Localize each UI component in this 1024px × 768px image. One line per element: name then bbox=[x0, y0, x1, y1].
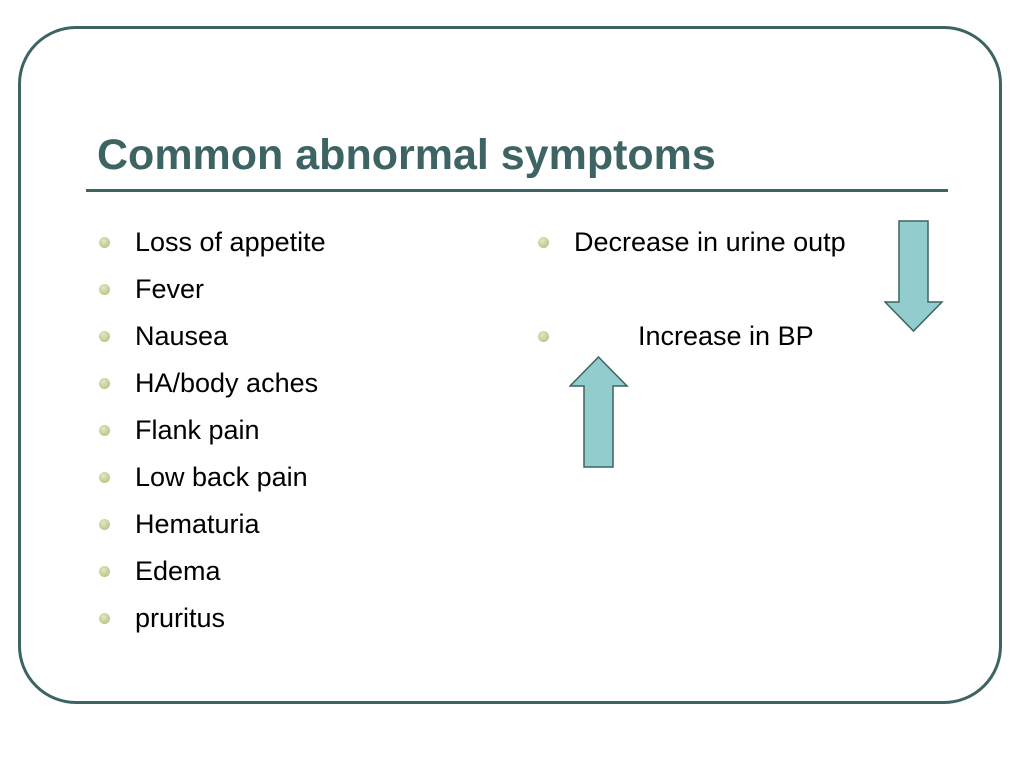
title-divider bbox=[86, 189, 948, 192]
bullet-icon bbox=[99, 519, 110, 530]
bullet-text: Low back pain bbox=[135, 462, 308, 492]
bullet-icon bbox=[99, 237, 110, 248]
down-arrow-icon bbox=[884, 220, 944, 334]
bullet-icon bbox=[99, 331, 110, 342]
bullet-text: HA/body aches bbox=[135, 368, 319, 398]
bullet-icon bbox=[99, 284, 110, 295]
up-arrow-icon bbox=[569, 356, 629, 470]
bullet-text: Fever bbox=[135, 274, 205, 304]
bullet-text: Nausea bbox=[135, 321, 229, 351]
bullet-text: Flank pain bbox=[135, 415, 260, 445]
bullet-icon bbox=[99, 613, 110, 624]
right-bullet-bp bbox=[535, 313, 895, 360]
bullet-text: Increase in BP bbox=[638, 321, 814, 351]
bullet-text: Hematuria bbox=[135, 509, 260, 539]
bullet-text: Edema bbox=[135, 556, 221, 586]
bullet-text: Decrease in urine outp bbox=[574, 227, 846, 257]
right-bullet-urine-output bbox=[535, 219, 915, 266]
bullet-icon bbox=[99, 425, 110, 436]
slide-title: Common abnormal symptoms bbox=[97, 131, 716, 179]
bullet-text: pruritus bbox=[135, 603, 226, 633]
bullet-icon bbox=[538, 237, 549, 248]
bullet-icon bbox=[99, 472, 110, 483]
bullet-icon bbox=[538, 331, 549, 342]
bullet-text: Loss of appetite bbox=[135, 227, 326, 257]
bullet-icon bbox=[99, 566, 110, 577]
bullet-icon bbox=[99, 378, 110, 389]
bullet-text-clip bbox=[574, 219, 903, 266]
